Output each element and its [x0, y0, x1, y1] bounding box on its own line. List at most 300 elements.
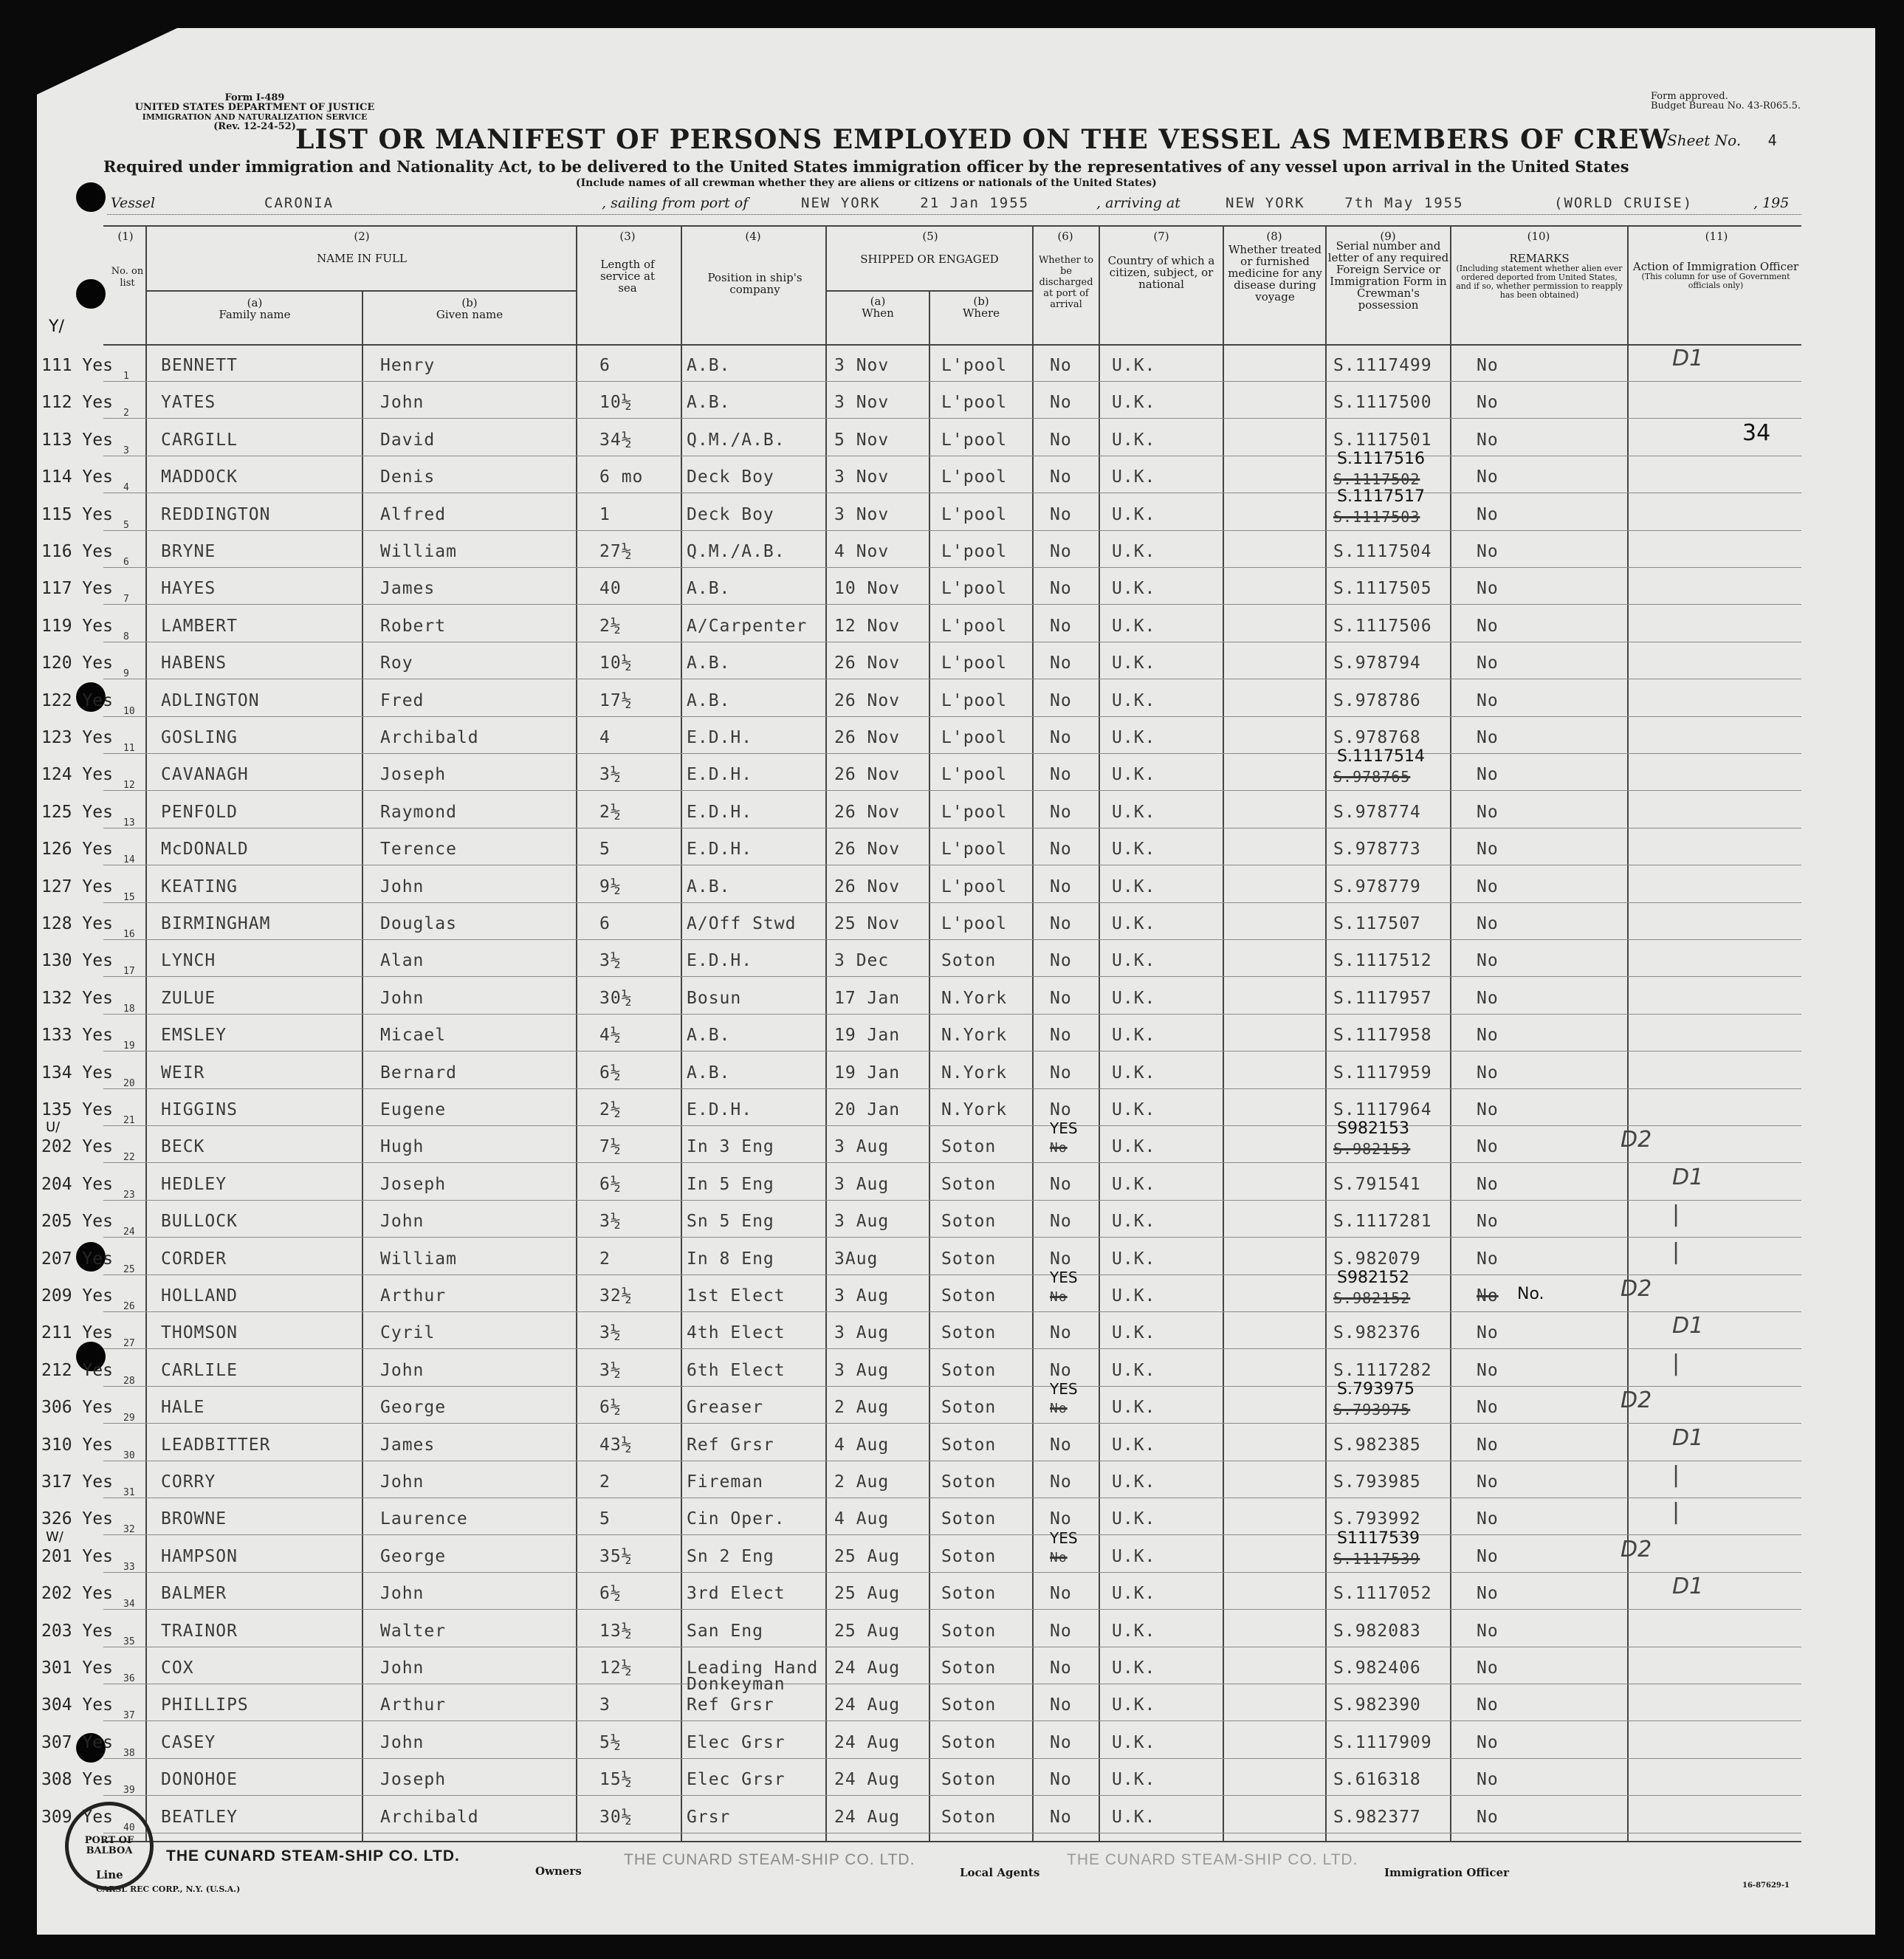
remarks: No — [1477, 1026, 1499, 1046]
officer-action: D2 — [1621, 1276, 1652, 1302]
shipped-when: 25 Aug — [834, 1546, 901, 1566]
country: U.K. — [1112, 393, 1156, 413]
shipped-where: L'pool — [941, 467, 1008, 487]
length-of-service: 2 — [599, 1249, 611, 1269]
serial-struck: S.978765 — [1333, 768, 1411, 786]
col-remarks — [1453, 253, 1626, 300]
country: U.K. — [1112, 653, 1156, 673]
serial-number: S.793985 — [1333, 1472, 1421, 1492]
family-name: LEADBITTER — [161, 1435, 271, 1455]
country: U.K. — [1112, 1398, 1156, 1418]
length-of-service: 6½ — [599, 1174, 622, 1194]
given-name: James — [380, 1435, 436, 1455]
discharged: No — [1050, 1100, 1072, 1119]
country: U.K. — [1112, 1435, 1156, 1455]
shipped-when: 26 Nov — [834, 728, 901, 747]
country: U.K. — [1112, 1732, 1156, 1752]
serial-correction: S982153 — [1337, 1119, 1409, 1139]
serial-number: S.1117504 — [1333, 542, 1432, 561]
length-of-service: 7½ — [599, 1137, 622, 1157]
row-rule — [103, 1386, 1801, 1387]
remarks: No — [1477, 579, 1499, 599]
shipped-when: 3 Aug — [834, 1323, 890, 1343]
revision: (Rev. 12-24-52) — [213, 121, 296, 132]
list-index: 23 — [123, 1189, 135, 1201]
col-action — [1630, 261, 1801, 290]
given-name: Archibald — [380, 1807, 479, 1827]
serial-number: S.1117282 — [1333, 1360, 1432, 1380]
row-rule — [103, 530, 1801, 531]
given-name: James — [380, 579, 436, 599]
shipped-when: 24 Aug — [834, 1658, 901, 1678]
position: A/Off Stwd — [687, 914, 797, 933]
length-of-service: 27½ — [599, 542, 633, 561]
given-name: John — [380, 1584, 425, 1604]
list-number: 310 Yes — [41, 1435, 113, 1455]
shipped-where: L'pool — [941, 728, 1008, 747]
length-of-service: 6½ — [599, 1063, 622, 1083]
country: U.K. — [1112, 728, 1156, 747]
shipped-when: 24 Aug — [834, 1695, 901, 1715]
officer-action: D2 — [1621, 1127, 1652, 1153]
list-index: 14 — [123, 854, 135, 866]
serial-number: S.793992 — [1333, 1509, 1421, 1529]
shipped-where: Soton — [941, 1732, 997, 1752]
col-divider — [681, 225, 682, 1842]
list-number: 123 Yes — [41, 728, 113, 747]
discharged-struck: No — [1050, 1140, 1068, 1156]
serial-number: S.1117505 — [1333, 579, 1432, 599]
country: U.K. — [1112, 356, 1156, 375]
shipped-where: L'pool — [941, 356, 1008, 375]
row-rule — [103, 1534, 1801, 1535]
family-name: PHILLIPS — [161, 1695, 249, 1715]
row-rule — [103, 716, 1801, 717]
shipped-where: Soton — [941, 1546, 997, 1566]
discharged: No — [1050, 1249, 1072, 1269]
list-index: 2 — [123, 408, 129, 419]
length-of-service: 30½ — [599, 988, 633, 1008]
subtitle-note: (Include names of all crewman whether they are aliens or citizens or nationals of the United States) — [576, 177, 1157, 189]
col-num-11: (11) — [1705, 230, 1728, 243]
shipped-when: 2 Aug — [834, 1398, 890, 1418]
family-name: BULLOCK — [161, 1212, 238, 1232]
serial-number: S.1117957 — [1333, 988, 1432, 1008]
list-number: 205 Yes — [41, 1212, 113, 1232]
shipped-when: 10 Nov — [834, 579, 901, 599]
row-rule — [103, 1609, 1801, 1610]
family-name: HABENS — [161, 653, 227, 673]
serial-correction: S.1117516 — [1337, 450, 1425, 469]
budget-bureau-number: Budget Bureau No. 43-R065.5. — [1650, 100, 1801, 111]
position: 1st Elect — [687, 1286, 786, 1306]
family-name: LYNCH — [161, 951, 216, 971]
position: Leading Hand — [687, 1658, 819, 1678]
given-name: Roy — [380, 653, 413, 673]
shipped-where: L'pool — [941, 616, 1008, 636]
list-number: 209 Yes — [41, 1286, 113, 1306]
shipped-when: 25 Nov — [834, 914, 901, 933]
list-index: 7 — [123, 594, 129, 605]
printer-credit: CARSL REC CORP., N.Y. (U.S.A.) — [96, 1884, 241, 1894]
given-name: Hugh — [380, 1137, 425, 1157]
country: U.K. — [1112, 1174, 1156, 1194]
shipped-when: 3Aug — [834, 1249, 879, 1269]
col-given-name: (b) Given name — [436, 296, 504, 321]
length-of-service: 6 mo — [599, 467, 644, 487]
list-number: 212 Yes — [41, 1360, 113, 1380]
shipped-when: 26 Nov — [834, 876, 901, 896]
length-of-service: 30½ — [599, 1807, 633, 1827]
list-number: 134 Yes — [41, 1063, 113, 1083]
list-number: 202 Yes — [41, 1137, 113, 1157]
length-of-service: 34½ — [599, 430, 633, 450]
serial-number: S.978774 — [1333, 802, 1421, 822]
position: E.D.H. — [687, 951, 753, 971]
family-name: COX — [161, 1658, 194, 1678]
serial-number: S.982079 — [1333, 1249, 1421, 1269]
remarks: No — [1477, 1807, 1499, 1827]
binder-hole — [76, 182, 106, 212]
discharged: No — [1050, 914, 1072, 933]
list-index: 36 — [123, 1673, 135, 1684]
serial-number: S.1117499 — [1333, 356, 1432, 375]
service: IMMIGRATION AND NATURALIZATION SERVICE — [142, 112, 368, 122]
given-name: Walter — [380, 1621, 447, 1641]
country: U.K. — [1112, 1621, 1156, 1641]
length-of-service: 6½ — [599, 1398, 622, 1418]
serial-number: S.982385 — [1333, 1435, 1421, 1455]
vessel-label: Vessel — [111, 195, 156, 211]
family-name: BENNETT — [161, 356, 238, 375]
shipped-when: 24 Aug — [834, 1732, 901, 1752]
row-rule — [103, 1088, 1801, 1089]
discharged: No — [1050, 1621, 1072, 1641]
officer-action: D1 — [1672, 346, 1704, 371]
shipped-where: L'pool — [941, 393, 1008, 413]
col-divider — [145, 225, 147, 1842]
discharged: No — [1050, 1212, 1072, 1232]
list-number: 114 Yes — [41, 467, 113, 487]
shipped-when: 25 Aug — [834, 1621, 901, 1641]
shipped-where: Soton — [941, 1807, 997, 1827]
position: A.B. — [687, 1063, 731, 1083]
given-name: Joseph — [380, 765, 447, 785]
col-treated: Whether treated or furnished medicine for any disease during voyage — [1228, 243, 1322, 303]
shipped-when: 3 Dec — [834, 951, 890, 971]
serial-correction: S.793975 — [1337, 1380, 1415, 1399]
list-number: 116 Yes — [41, 542, 113, 561]
shipped-when: 19 Jan — [834, 1063, 901, 1083]
list-index: 24 — [123, 1226, 135, 1238]
family-name: THOMSON — [161, 1323, 238, 1343]
row-rule — [103, 790, 1801, 791]
list-index: 30 — [123, 1449, 135, 1461]
officer-action: D2 — [1621, 1387, 1652, 1414]
row-rule — [103, 418, 1801, 419]
serial-number: S.982406 — [1333, 1658, 1421, 1678]
position: Deck Boy — [687, 504, 774, 524]
col-divider — [1099, 225, 1100, 1842]
serial-number: S.1117052 — [1333, 1584, 1432, 1604]
length-of-service: 13½ — [599, 1621, 633, 1641]
country: U.K. — [1112, 1212, 1156, 1232]
list-index: 29 — [123, 1413, 135, 1424]
owners-value: THE CUNARD STEAM-SHIP CO. LTD. — [624, 1851, 915, 1868]
list-number: 113 Yes — [41, 430, 113, 450]
family-name: HALE — [161, 1398, 205, 1418]
col-num-10: (10) — [1527, 230, 1550, 243]
serial-struck: S.982153 — [1333, 1140, 1411, 1159]
shipped-when: 3 Aug — [834, 1137, 890, 1157]
shipped-where: L'pool — [941, 504, 1008, 524]
list-index: 21 — [123, 1115, 135, 1126]
discharged: No — [1050, 728, 1072, 747]
family-name: CAVANAGH — [161, 765, 249, 785]
col-num-1: (1) — [117, 230, 134, 243]
cruise-value: (WORLD CRUISE) — [1554, 195, 1694, 211]
list-index: 10 — [123, 705, 135, 717]
country: U.K. — [1112, 1100, 1156, 1119]
col-position: Position in ship's company — [707, 271, 803, 296]
list-number: 304 Yes — [41, 1695, 113, 1715]
list-number: 126 Yes — [41, 840, 113, 860]
family-name: CASEY — [161, 1732, 216, 1752]
remarks: No — [1477, 1770, 1499, 1790]
department: UNITED STATES DEPARTMENT OF JUSTICE — [134, 102, 375, 113]
remarks-title: REMARKS — [1509, 252, 1570, 265]
given-name: Henry — [380, 356, 436, 375]
list-index: 13 — [123, 817, 135, 828]
length-of-service: 3½ — [599, 951, 622, 971]
position: A.B. — [687, 876, 731, 896]
list-number: 124 Yes — [41, 765, 113, 785]
position: A.B. — [687, 653, 731, 673]
port-stamp — [65, 1802, 154, 1890]
list-index: 37 — [123, 1710, 135, 1722]
shipped-where: Soton — [941, 1137, 997, 1157]
remarks: No — [1477, 1509, 1499, 1529]
serial-number: S.978794 — [1333, 653, 1421, 673]
col-name-in-full: NAME IN FULL — [317, 252, 407, 265]
shipped-where: Soton — [941, 1509, 997, 1529]
list-index: 33 — [123, 1561, 135, 1573]
list-index: 1 — [123, 371, 129, 382]
list-number: 111 Yes — [41, 356, 113, 375]
country: U.K. — [1112, 616, 1156, 636]
shipped-when: 26 Nov — [834, 690, 901, 710]
shipped-where: Soton — [941, 1472, 997, 1492]
discharged: No — [1050, 1732, 1072, 1752]
col-divider — [825, 225, 827, 1842]
shipped-where: Soton — [941, 1621, 997, 1641]
serial-number: S.1117512 — [1333, 951, 1432, 971]
remarks: No — [1477, 1212, 1499, 1232]
officer-action: D1 — [1672, 1164, 1704, 1190]
discharged: No — [1050, 393, 1072, 413]
given-name: Douglas — [380, 914, 457, 933]
position: A.B. — [687, 579, 731, 599]
position: Q.M./A.B. — [687, 542, 786, 561]
position-line2: Donkeyman — [687, 1675, 786, 1694]
given-name: George — [380, 1398, 447, 1418]
list-index: 5 — [123, 519, 129, 531]
shipped-when: 26 Nov — [834, 802, 901, 822]
discharged: No — [1050, 356, 1072, 375]
shipped-where: Soton — [941, 1435, 997, 1455]
length-of-service: 6½ — [599, 1584, 622, 1604]
given-name: Joseph — [380, 1770, 447, 1790]
family-name: HAMPSON — [161, 1546, 238, 1566]
list-number: 317 Yes — [41, 1472, 113, 1492]
country: U.K. — [1112, 1584, 1156, 1604]
remarks-note: (Including statement whether alien ever ordered deported from United States, and if so, whether permission to reapply has been obtained) — [1456, 264, 1623, 300]
shipped-where: L'pool — [941, 690, 1008, 710]
list-index: 27 — [123, 1338, 135, 1350]
length-of-service: 17½ — [599, 690, 633, 710]
list-number: 122 Yes — [41, 690, 113, 710]
row-rule — [103, 1162, 1801, 1163]
row-rule — [103, 939, 1801, 940]
given-name: David — [380, 430, 436, 450]
list-index: 17 — [123, 966, 135, 978]
discharged: No — [1050, 1435, 1072, 1455]
sheet-number — [1667, 131, 1777, 149]
country: U.K. — [1112, 430, 1156, 450]
list-index: 6 — [123, 557, 129, 568]
list-index: 3 — [123, 445, 129, 456]
country: U.K. — [1112, 1249, 1156, 1269]
action-title: Action of Immigration Officer — [1632, 260, 1799, 273]
family-name: BIRMINGHAM — [161, 914, 271, 933]
remarks: No — [1477, 616, 1499, 636]
length-of-service: 3½ — [599, 1360, 622, 1380]
family-name: TRAINOR — [161, 1621, 238, 1641]
row-rule — [103, 1014, 1801, 1015]
shipped-where: L'pool — [941, 802, 1008, 822]
remarks: No — [1477, 914, 1499, 933]
discharged: No — [1050, 1658, 1072, 1678]
country: U.K. — [1112, 1695, 1156, 1715]
discharged: No — [1050, 840, 1072, 860]
list-number: 207 Yes — [41, 1249, 113, 1269]
shipped-when: 19 Jan — [834, 1026, 901, 1046]
vessel-value: CARONIA — [264, 195, 334, 211]
discharged: No — [1050, 1174, 1072, 1194]
given-name: John — [380, 1360, 425, 1380]
remarks: No — [1477, 653, 1499, 673]
shipped-where: Soton — [941, 1212, 997, 1232]
list-index: 4 — [123, 482, 129, 494]
country: U.K. — [1112, 951, 1156, 971]
table-top-rule — [103, 225, 1801, 227]
discharged: No — [1050, 1323, 1072, 1343]
shipped-where: N.York — [941, 988, 1008, 1008]
list-number: 204 Yes — [41, 1174, 113, 1194]
col-divider — [576, 225, 577, 1842]
y-mark: Y/ — [49, 318, 64, 336]
country: U.K. — [1112, 1770, 1156, 1790]
shipped-when: 25 Aug — [834, 1584, 901, 1604]
officer-action: | — [1672, 1499, 1680, 1526]
remarks: No — [1477, 1137, 1499, 1157]
list-index: 28 — [123, 1375, 135, 1387]
length-of-service: 32½ — [599, 1286, 633, 1306]
row-rule — [103, 1423, 1801, 1424]
officer-action: D1 — [1672, 1313, 1704, 1339]
remarks: No — [1477, 802, 1499, 822]
remarks: No — [1477, 1621, 1499, 1641]
country: U.K. — [1112, 765, 1156, 785]
family-name: GOSLING — [161, 728, 238, 747]
row-rule — [103, 1795, 1801, 1796]
col-num-4: (4) — [745, 230, 761, 243]
family-name: KEATING — [161, 876, 238, 896]
header-bottom-rule — [103, 344, 1801, 346]
list-index: 20 — [123, 1077, 135, 1089]
discharged: No — [1050, 1695, 1072, 1715]
country: U.K. — [1112, 1026, 1156, 1046]
list-number: 117 Yes — [41, 579, 113, 599]
serial-number: S.978786 — [1333, 690, 1421, 710]
col-num-3: (3) — [619, 230, 636, 243]
serial-number: S.982376 — [1333, 1323, 1421, 1343]
given-name: John — [380, 1472, 425, 1492]
length-of-service: 15½ — [599, 1770, 633, 1790]
given-name: William — [380, 542, 457, 561]
remarks: No — [1477, 1100, 1499, 1119]
discharged-struck: No — [1050, 1549, 1068, 1565]
list-number: 112 Yes — [41, 393, 113, 413]
discharged: No — [1050, 1063, 1072, 1083]
given-name: Denis — [380, 467, 436, 487]
list-index: 38 — [123, 1747, 135, 1759]
serial-struck: S.793975 — [1333, 1401, 1411, 1419]
table-bottom-rule — [103, 1841, 1801, 1842]
position: A.B. — [687, 393, 731, 413]
serial-number: S.1117506 — [1333, 616, 1432, 636]
shipped-where: L'pool — [941, 876, 1008, 896]
list-index: 34 — [123, 1599, 135, 1610]
col-num-7: (7) — [1153, 230, 1169, 243]
row-rule — [103, 567, 1801, 568]
country: U.K. — [1112, 840, 1156, 860]
country: U.K. — [1112, 1807, 1156, 1827]
list-number: 132 Yes — [41, 988, 113, 1008]
length-of-service: 3½ — [599, 1323, 622, 1343]
discharged: No — [1050, 1584, 1072, 1604]
remarks: No — [1477, 1732, 1499, 1752]
row-rule — [103, 1311, 1801, 1312]
position: Deck Boy — [687, 467, 774, 487]
discharged: No — [1050, 1360, 1072, 1380]
given-name: Cyril — [380, 1323, 436, 1343]
action-note: (This column for use of Government officials only) — [1641, 272, 1790, 290]
shipped-when: 24 Aug — [834, 1770, 901, 1790]
remarks: No — [1477, 1063, 1499, 1083]
given-name: John — [380, 393, 425, 413]
length-of-service: 6 — [599, 914, 611, 933]
length-of-service: 12½ — [599, 1658, 633, 1678]
officer-action: 34 — [1742, 419, 1771, 446]
discharged-correction: YES — [1050, 1269, 1078, 1286]
shipped-where: L'pool — [941, 542, 1008, 561]
shipped-when: 3 Aug — [834, 1286, 890, 1306]
list-index: 22 — [123, 1152, 135, 1164]
form-number: Form I-489 — [224, 92, 285, 103]
remarks: No — [1477, 1546, 1499, 1566]
shipped-when: 3 Nov — [834, 393, 890, 413]
